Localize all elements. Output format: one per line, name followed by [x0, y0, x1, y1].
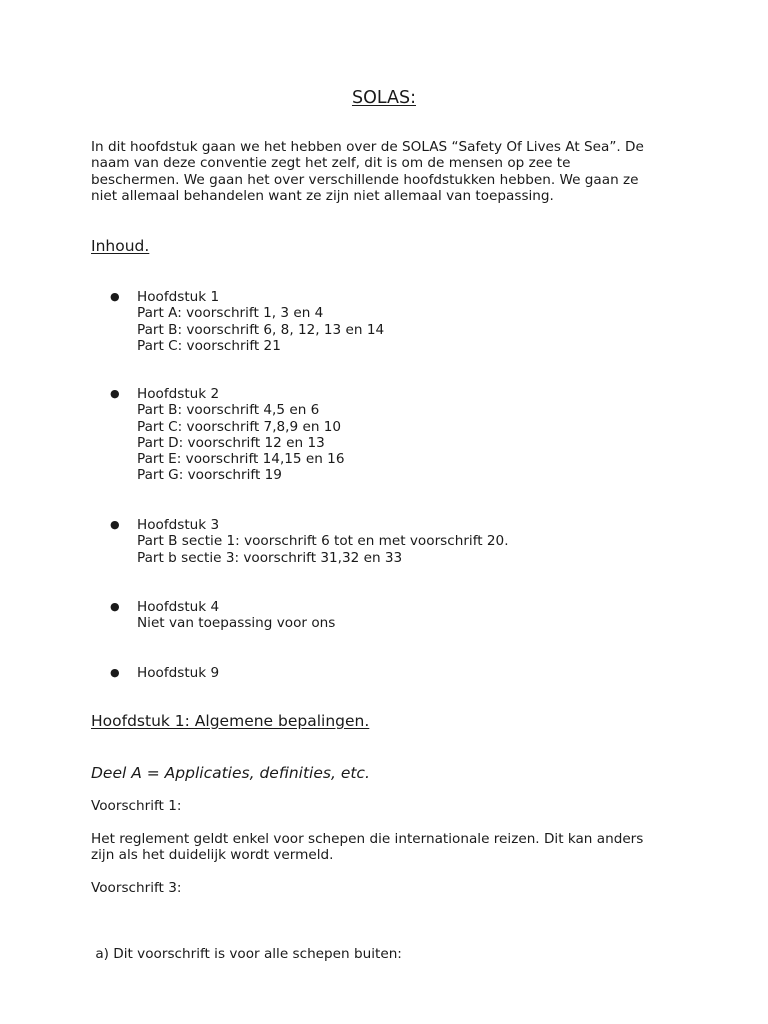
toc-line: Hoofdstuk 4	[137, 599, 220, 615]
toc-item-lines	[137, 517, 509, 566]
toc-line: Part B sectie 1: voorschrift 6 tot en met voorschrift 20.	[137, 533, 509, 550]
toc-item-lines	[137, 289, 384, 354]
toc-line: Part C: voorschrift 7,8,9 en 10	[137, 418, 342, 435]
chapter-heading: Hoofdstuk 1: Algemene bepalingen.	[91, 712, 370, 730]
bullet-icon: ●	[110, 666, 120, 679]
section-heading: Deel A = Applicaties, definities, etc.	[91, 764, 370, 782]
toc-item-lines	[137, 599, 335, 632]
bullet-icon: ●	[110, 600, 120, 613]
toc-line: Part C: voorschrift 21	[137, 337, 281, 354]
voorschrift-3-item-a	[91, 913, 402, 994]
voorschrift-1-label	[91, 798, 181, 814]
paragraph-line: Het reglement geldt enkel voor schepen die internationale reizen. Dit kan anders	[91, 831, 644, 847]
toc-line: Hoofdstuk 9	[137, 665, 220, 681]
toc-line: Hoofdstuk 1	[137, 289, 220, 305]
intro-line: niet allemaal behandelen want ze zijn niet allemaal van toepassing.	[91, 187, 554, 204]
inhoud-heading: Inhoud.	[91, 237, 150, 255]
toc-line: Part B: voorschrift 6, 8, 12, 13 en 14	[137, 321, 385, 338]
voorschrift-3-label-text: Voorschrift 3:	[91, 880, 182, 896]
bullet-icon: ●	[110, 387, 120, 400]
toc-line: Niet van toepassing voor ons	[137, 615, 336, 632]
bullet-icon: ●	[110, 290, 120, 303]
intro-line: In dit hoofdstuk gaan we het hebben over de SOLAS “Safety Of Lives At Sea”. De	[91, 139, 644, 155]
paragraph-line: zijn als het duidelijk wordt vermeld.	[91, 847, 334, 864]
document-title: SOLAS:	[351, 88, 416, 108]
bullet-icon: ●	[110, 518, 120, 531]
intro-line: beschermen. We gaan het over verschillende hoofdstukken hebben. We gaan ze	[91, 171, 639, 188]
toc-item-lines	[137, 386, 344, 484]
toc-line: Hoofdstuk 2	[137, 386, 220, 402]
toc-line: Part G: voorschrift 19	[137, 467, 282, 484]
voorschrift-3-label	[91, 880, 181, 896]
toc-line: Part b sectie 3: voorschrift 31,32 en 33	[137, 549, 403, 566]
toc-line: Part A: voorschrift 1, 3 en 4	[137, 305, 324, 322]
toc-line: Part B: voorschrift 4,5 en 6	[137, 402, 320, 419]
toc-line: Part D: voorschrift 12 en 13	[137, 434, 325, 451]
intro-line: naam van deze conventie zegt het zelf, dit is om de mensen op zee te	[91, 155, 571, 172]
voorschrift-1-paragraph	[91, 831, 643, 864]
toc-item-lines	[137, 665, 219, 681]
toc-line: Part E: voorschrift 14,15 en 16	[137, 451, 345, 468]
voorschrift-1-label-text: Voorschrift 1:	[91, 798, 182, 814]
intro-paragraph	[91, 139, 691, 204]
list-item-a: a) Dit voorschrift is voor alle schepen buiten:	[91, 945, 402, 962]
toc-line: Hoofdstuk 3	[137, 517, 220, 533]
